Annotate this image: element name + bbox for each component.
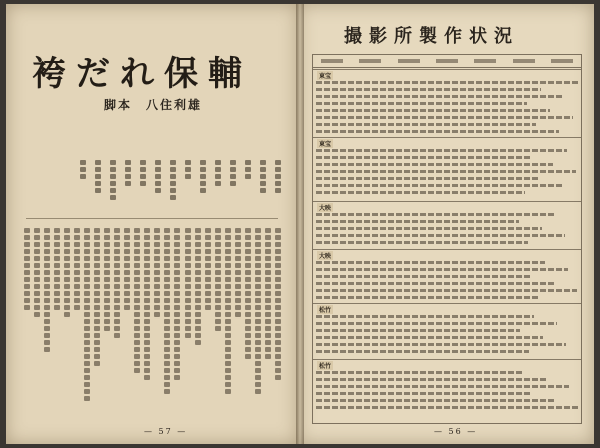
text-column	[195, 228, 202, 414]
production-schedule-table	[312, 54, 582, 424]
text-column	[235, 228, 242, 414]
table-row	[316, 296, 540, 299]
table-row	[316, 184, 562, 187]
text-column	[185, 160, 192, 210]
text-column	[230, 160, 237, 210]
page-number: — 57 —	[144, 427, 188, 436]
table-row	[316, 315, 534, 318]
table-row	[316, 213, 556, 216]
table-row	[316, 343, 566, 346]
table-row	[316, 123, 536, 126]
left-page	[6, 4, 298, 444]
section-divider	[313, 249, 581, 250]
text-column	[275, 228, 282, 414]
table-row	[316, 95, 564, 98]
text-column	[275, 160, 282, 210]
screenplay-title: 袴だれ保輔	[32, 54, 252, 94]
text-column	[95, 160, 102, 210]
table-row	[316, 329, 520, 332]
table-row	[316, 156, 530, 159]
section-divider	[313, 303, 581, 304]
table-row	[316, 392, 532, 395]
table-row	[316, 177, 539, 180]
cast-list	[42, 160, 282, 210]
text-column	[255, 228, 262, 414]
text-column	[200, 160, 207, 210]
studio-section-label: 大映	[319, 205, 332, 212]
page-number: — 56 —	[434, 427, 478, 436]
table-row	[316, 116, 573, 119]
text-column	[205, 228, 212, 414]
text-column	[144, 228, 151, 414]
text-column	[174, 228, 181, 414]
text-column	[64, 228, 71, 414]
table-row	[316, 378, 546, 381]
text-column	[24, 228, 31, 414]
book-gutter	[296, 4, 304, 444]
section-divider	[313, 359, 581, 360]
table-row	[316, 336, 543, 339]
text-column	[34, 228, 41, 414]
studio-section-label: 東宝	[319, 141, 332, 148]
table-row	[316, 241, 528, 244]
table-row	[316, 170, 576, 173]
screenplay-credit: 脚本 八住利雄	[104, 98, 203, 112]
text-column	[245, 160, 252, 210]
studio-section-label: 東宝	[319, 73, 332, 80]
table-row	[316, 234, 565, 237]
table-row	[316, 371, 523, 374]
magazine-spread	[6, 4, 594, 444]
table-row	[316, 163, 553, 166]
text-column	[170, 160, 177, 210]
text-column	[94, 228, 101, 414]
text-column	[124, 228, 131, 414]
text-column	[164, 228, 171, 414]
table-row	[316, 191, 525, 194]
table-row	[316, 399, 555, 402]
text-column	[155, 160, 162, 210]
text-column	[265, 228, 272, 414]
section-divider	[313, 201, 581, 202]
table-row	[316, 268, 568, 271]
table-row	[316, 350, 529, 353]
schedule-title: 撮影所製作状況	[344, 26, 519, 47]
text-column	[54, 228, 61, 414]
table-row	[316, 406, 578, 409]
screenplay-body	[24, 228, 282, 414]
studio-section-label: 松竹	[319, 307, 332, 314]
table-row	[316, 282, 554, 285]
text-column	[44, 228, 51, 414]
text-column	[125, 160, 132, 210]
text-column	[110, 160, 117, 210]
studio-section-label: 大映	[319, 253, 332, 260]
table-row	[316, 130, 559, 133]
table-row	[316, 322, 557, 325]
table-row	[316, 88, 541, 91]
table-row	[316, 227, 542, 230]
text-column	[74, 228, 81, 414]
table-row	[316, 261, 545, 264]
table-row	[316, 102, 527, 105]
studio-section-label: 松竹	[319, 363, 332, 370]
table-row	[316, 220, 519, 223]
text-column	[134, 228, 141, 414]
text-column	[260, 160, 267, 210]
text-column	[114, 228, 121, 414]
text-column	[245, 228, 252, 414]
section-divider	[313, 69, 581, 70]
text-column	[104, 228, 111, 414]
section-divider	[313, 137, 581, 138]
text-column	[80, 160, 87, 210]
table-row	[316, 275, 531, 278]
right-page	[298, 4, 594, 444]
text-column	[84, 228, 91, 414]
table-row	[316, 385, 569, 388]
text-column	[215, 228, 222, 414]
table-row	[316, 109, 550, 112]
table-header	[313, 55, 581, 68]
table-row	[316, 81, 578, 84]
text-column	[225, 228, 232, 414]
text-column	[154, 228, 161, 414]
table-row	[316, 149, 567, 152]
text-column	[140, 160, 147, 210]
text-column	[215, 160, 222, 210]
divider	[26, 218, 278, 219]
text-column	[185, 228, 192, 414]
table-row	[316, 289, 577, 292]
